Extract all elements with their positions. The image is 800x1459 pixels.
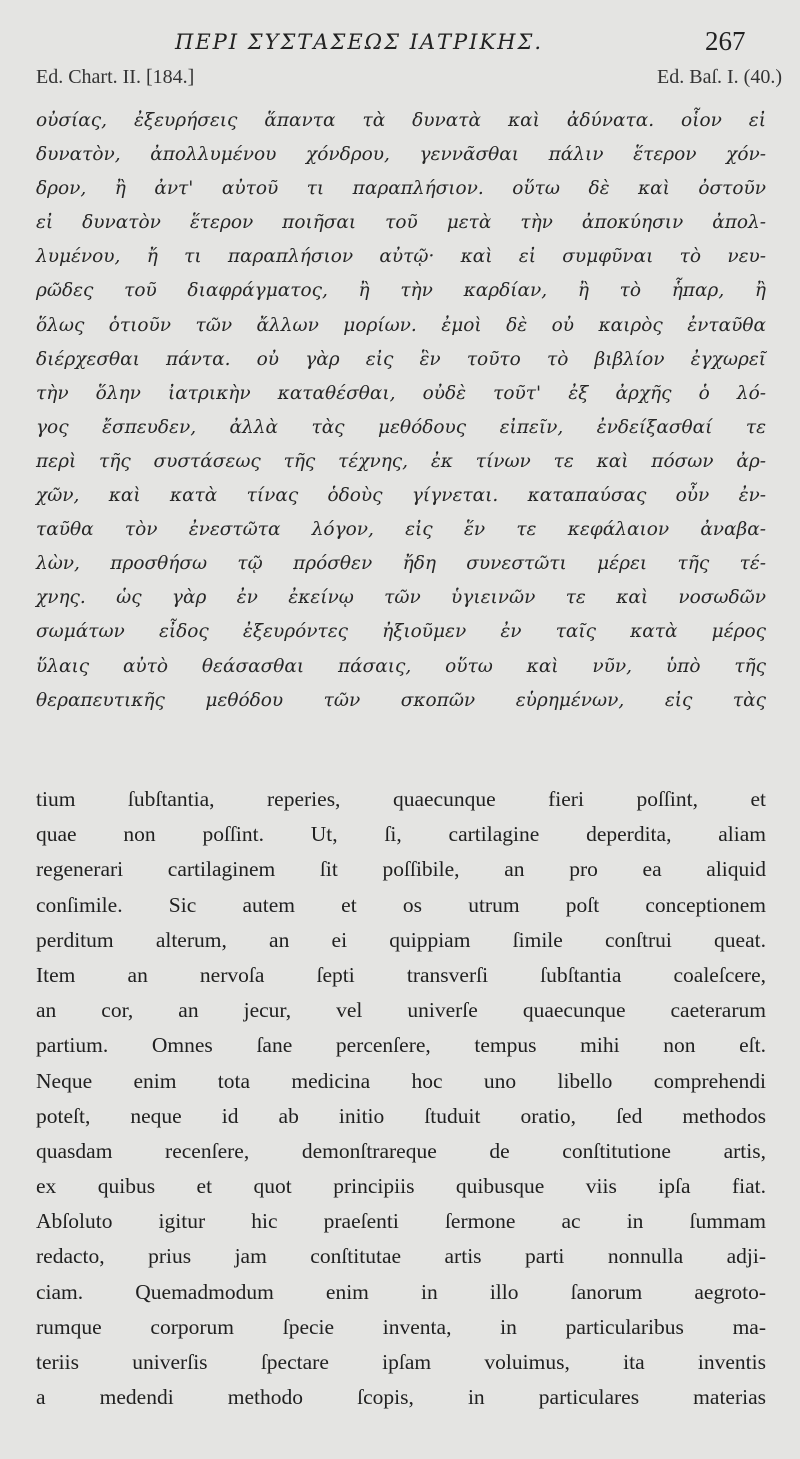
greek-line: ὕλαις αὐτὸ θεάσασθαι πάσαις, οὕτω καὶ νῦν, ὑπὸ τῆς: [36, 655, 766, 677]
greek-line: περὶ τῆς συστάσεως τῆς τέχνης, ἐκ τίνων τε καὶ πόσων ἀρ-: [36, 450, 766, 472]
latin-line: Neque enim tota medicina hoc uno libello comprehendi: [36, 1068, 766, 1093]
greek-line: θεραπευτικῆς μεθόδου τῶν σκοπῶν εὑρημένων, εἰς τὰς: [36, 689, 766, 711]
latin-line: quae non poſſint. Ut, ſi, cartilagine deperdita, aliam: [36, 822, 766, 847]
latin-line: ex quibus et quot principiis quibusque viis ipſa fiat.: [36, 1174, 766, 1199]
greek-line: λὼν, προσθήσω τῷ πρόσθεν ἤδη συνεστῶτι μέρει τῆς τέ-: [36, 553, 766, 575]
running-title: ΠΕΡΙ ΣΥΣΤΑΣΕΩΣ ΙΑΤΡΙΚΗΣ.: [175, 30, 544, 54]
greek-line: λυμένου, ἤ τι παραπλήσιον αὐτῷ· καὶ εἰ συμφῦναι τὸ νευ-: [36, 246, 766, 268]
greek-line: χῶν, καὶ κατὰ τίνας ὁδοὺς γίγνεται. καταπαύσας οὖν ἐν-: [36, 485, 766, 507]
greek-line: σωμάτων εἶδος ἐξευρόντες ἠξιοῦμεν ἐν ταῖς κατὰ μέρος: [36, 621, 766, 643]
latin-line: conſimile. Sic autem et os utrum poſt conceptionem: [36, 892, 766, 917]
greek-line: οὐσίας, ἐξευρήσεις ἅπαντα τὰ δυνατὰ καὶ ἀδύνατα. οἷον εἰ: [36, 110, 766, 131]
greek-line: ρῶδες τοῦ διαφράγματος, ἢ τὴν καρδίαν, ἢ τὸ ἧπαρ, ἢ: [36, 280, 766, 302]
latin-line: Item an nervoſa ſepti transverſi ſubſtantia coaleſcere,: [36, 962, 766, 987]
greek-line: εἰ δυνατὸν ἕτερον ποιῆσαι τοῦ μετὰ τὴν ἀποκύησιν ἀπολ-: [36, 212, 766, 234]
latin-line: Abſoluto igitur hic praeſenti ſermone ac in ſummam: [36, 1209, 766, 1234]
greek-line: τὴν ὅλην ἰατρικὴν καταθέσθαι, οὐδὲ τοῦτ' ἐξ ἀρχῆς ὁ λό-: [36, 382, 766, 404]
latin-line: teriis univerſis ſpectare ipſam voluimus, ita inventis: [36, 1350, 766, 1374]
greek-line: ταῦθα τὸν ἐνεστῶτα λόγον, εἰς ἕν τε κεφάλαιον ἀναβα-: [36, 519, 766, 541]
latin-line: a medendi methodo ſcopis, in particulares materias: [36, 1385, 766, 1410]
greek-line: γος ἔσπευδεν, ἀλλὰ τὰς μεθόδους εἰπεῖν, ἐνδείξασθαί τε: [36, 416, 766, 438]
greek-line: χνης. ὡς γὰρ ἐν ἐκείνῳ τῶν ὑγιεινῶν τε καὶ νοσωδῶν: [36, 587, 766, 609]
latin-line: partium. Omnes ſane percenſere, tempus mihi non eſt.: [36, 1033, 766, 1058]
greek-line: ὅλως ὁτιοῦν τῶν ἄλλων μορίων. ἐμοὶ δὲ οὐ καιρὸς ἐνταῦθα: [36, 314, 766, 336]
latin-line: perditum alterum, an ei quippiam ſimile conſtrui queat.: [36, 927, 766, 952]
greek-line: διέρχεσθαι πάντα. οὐ γὰρ εἰς ἓν τοῦτο τὸ βιβλίον ἐγχωρεῖ: [36, 348, 766, 370]
edition-chartier-reference: Ed. Chart. II. [184.]: [36, 66, 195, 88]
latin-line: tium ſubſtantia, reperies, quaecunque fieri poſſint, et: [36, 787, 766, 811]
greek-line: δρον, ἢ ἀντ' αὐτοῦ τι παραπλήσιον. οὕτω δὲ καὶ ὀστοῦν: [36, 178, 766, 200]
latin-line: an cor, an jecur, vel univerſe quaecunque caeterarum: [36, 998, 766, 1023]
latin-line: rumque corporum ſpecie inventa, in particularibus ma-: [36, 1314, 766, 1339]
latin-line: redacto, prius jam conſtitutae artis parti nonnulla adji-: [36, 1244, 766, 1269]
running-head: [0, 26, 800, 66]
greek-text-block: [36, 104, 766, 718]
latin-line: poteſt, neque id ab initio ſtuduit oratio, ſed methodos: [36, 1103, 766, 1128]
edition-basel-reference: Ed. Baſ. I. (40.): [657, 66, 782, 88]
latin-line: regenerari cartilaginem ſit poſſibile, an pro ea aliquid: [36, 857, 766, 882]
page-number: 267: [705, 26, 746, 56]
latin-line: ciam. Quemadmodum enim in illo ſanorum aegroto-: [36, 1279, 766, 1304]
latin-line: quasdam recenſere, demonſtrareque de conſtitutione artis,: [36, 1138, 766, 1163]
edition-references: [0, 66, 800, 96]
greek-line: δυνατὸν, ἀπολλυμένου χόνδρου, γεννᾶσθαι πάλιν ἕτερον χόν-: [36, 144, 766, 166]
latin-text-block: [36, 782, 766, 1415]
